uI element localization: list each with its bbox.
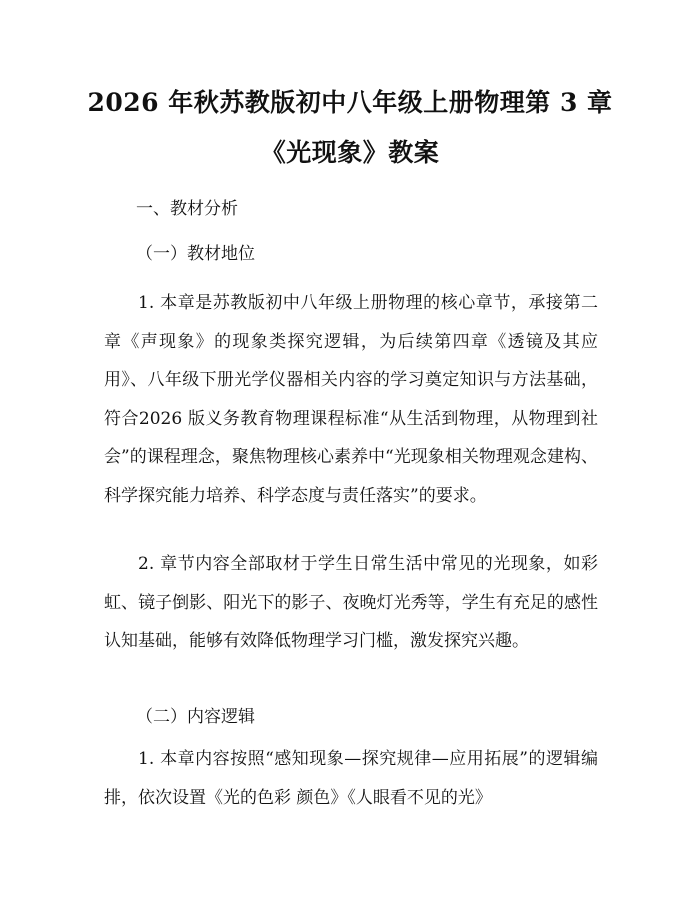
paragraph-position-1: 1. 本章是苏教版初中八年级上册物理的核心章节，承接第二章《声现象》的现象类探究逻辑，为后续第四章《透镜及其应用》、八年级下册光学仪器相关内容的学习奠定知识与方法基础，符合2026 版义务教育物理课程标准“从生活到物理，从物理到社会”的课程理念，聚焦物理核心素养中“光现象相关物理观念建构、科学探究能力培养、科学态度与责任落实”的要求。 xyxy=(104,293,598,506)
document-title-line-2: 《光现象》教案 xyxy=(260,138,440,167)
document-title-line-1: 2026 年秋苏教版初中八年级上册物理第 3 章 xyxy=(87,88,613,117)
subsection-heading-logic: （二）内容逻辑 xyxy=(136,707,255,727)
paragraph-logic-1: 1. 本章内容按照“感知现象—探究规律—应用拓展”的逻辑编排，依次设置《光的色彩 颜色》《人眼看不见的光》 xyxy=(104,749,598,808)
subsection-heading-position: （一）教材地位 xyxy=(136,244,255,264)
section-heading-material-analysis: 一、教材分析 xyxy=(136,199,238,219)
paragraph-position-2: 2. 章节内容全部取材于学生日常生活中常见的光现象，如彩虹、镜子倒影、阳光下的影子、夜晚灯光秀等，学生有充足的感性认知基础，能够有效降低物理学习门槛，激发探究兴趣。 xyxy=(104,554,598,651)
